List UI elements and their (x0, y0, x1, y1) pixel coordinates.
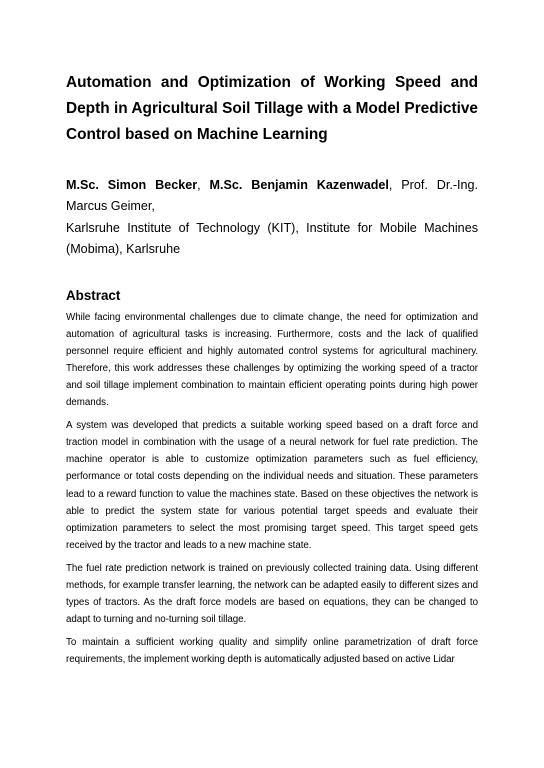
author-name: Prof. Dr.-Ing. Marcus Geimer, (66, 178, 479, 214)
paper-title: Automation and Optimization of Working Speed and Depth in Agricultural Soil Tillage with a Model Predictive Control based on Machine Learning (66, 74, 478, 143)
author-name: M.Sc. Simon Becker (66, 178, 198, 192)
author-name: M.Sc. Benjamin Kazenwadel (209, 178, 389, 192)
author-block (66, 175, 478, 261)
abstract-paragraph: The fuel rate prediction network is trained on previously collected training data. Using different methods, for example transfer learning, the network can be adapted easily to different sizes and types of tractors. As the draft force models are based on equations, they can be changed to adapt to turning and no-turning soil tillage. (66, 562, 478, 626)
abstract-paragraph: While facing environmental challenges due to climate change, the need for optimization and automation of agricultural tasks is increasing. Furthermore, costs and the lack of qualified personnel require efficient and highly automated control systems for agricultural machinery. Therefore, this work addresses these challenges by optimizing the working speed of a tractor and soil tillage implement combination to maintain efficient operating points during high power demands. (66, 311, 478, 409)
author-affiliation: Karlsruhe Institute of Technology (KIT), Institute for Mobile Machines (Mobima), Karlsruhe (66, 220, 478, 257)
abstract-paragraph: A system was developed that predicts a suitable working speed based on a draft force and traction model in combination with the usage of a neural network for fuel rate prediction. The machine operator is able to customize optimization parameters such as fuel efficiency, performance or total costs depending on the individual needs and situation. These parameters lead to a reward function to value the machines state. Based on these objectives the network is able to predict the system state for various potential target speeds and evaluate their optimization parameters to select the most promising target speed. This target speed gets received by the tractor and leads to a new machine state. (66, 420, 478, 551)
author-separator: , (197, 178, 210, 192)
abstract-heading: Abstract (66, 287, 121, 303)
author-separator: , (388, 178, 402, 192)
paper-page (66, 70, 478, 669)
abstract-paragraph: To maintain a sufficient working quality and simplify online parametrization of draft force requirements, the implement working depth is automatically adjusted based on active Lidar (66, 637, 478, 666)
